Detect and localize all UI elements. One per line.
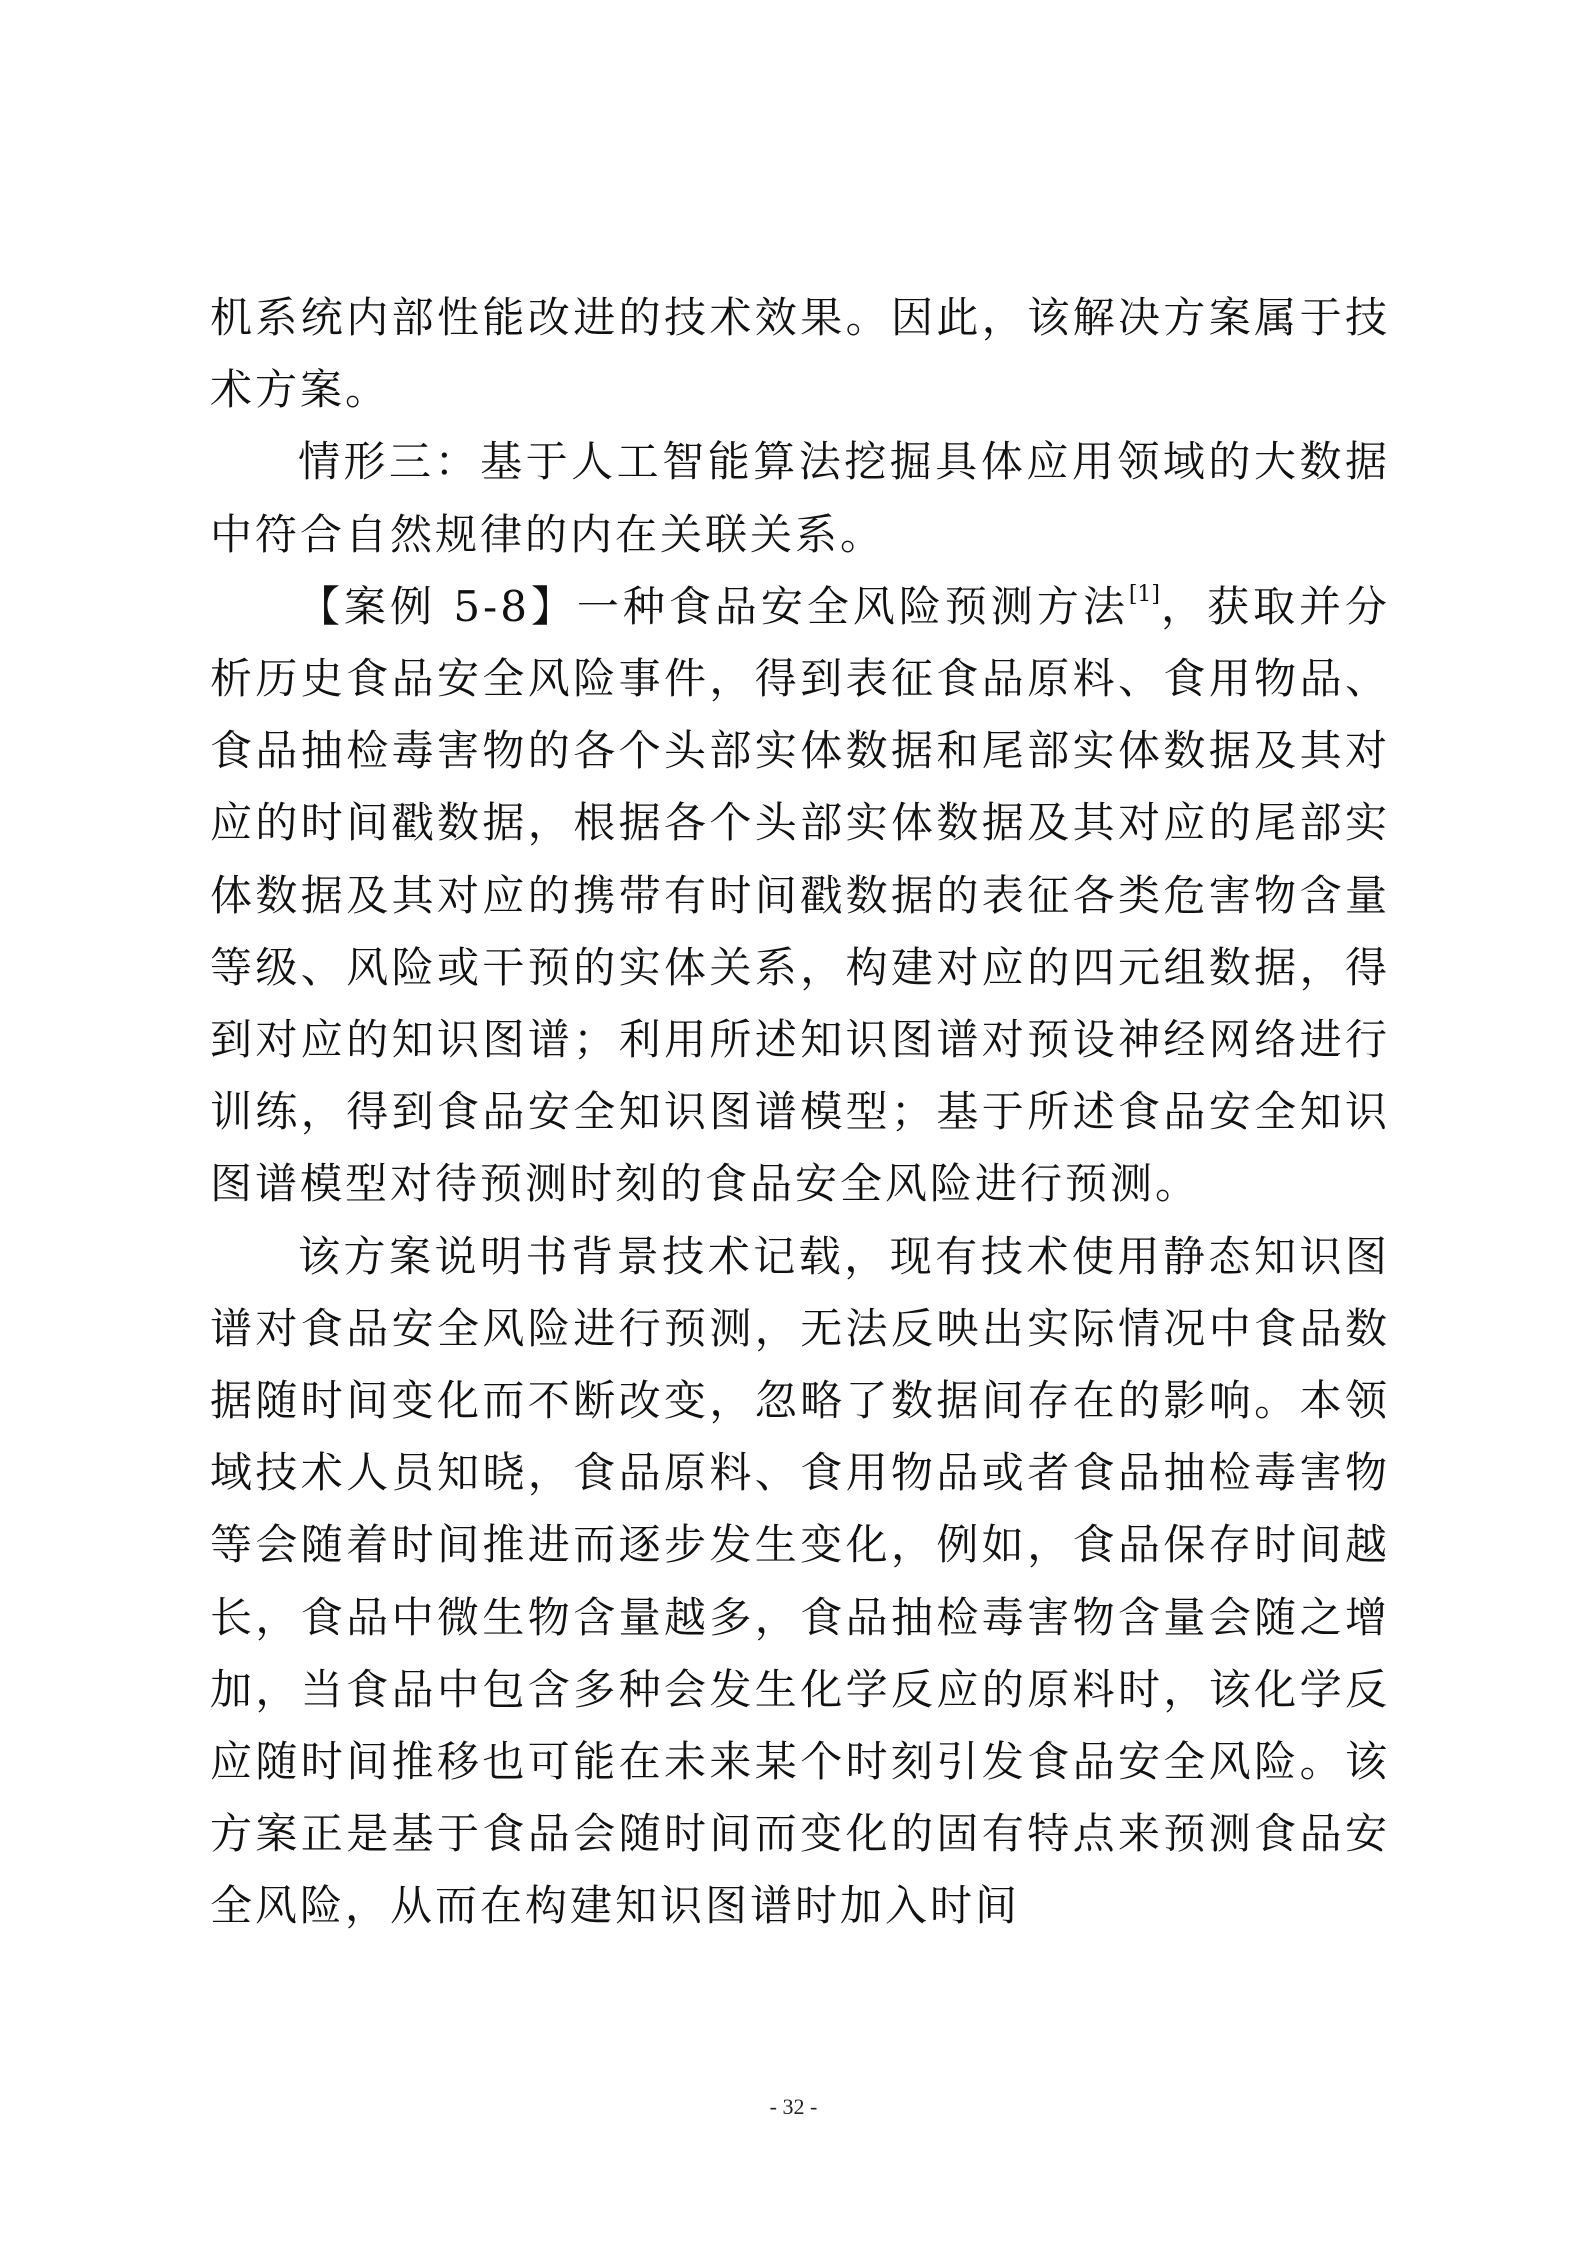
paragraph-case-5-8: [210, 571, 1390, 1221]
page-number: - 32 -: [769, 2094, 818, 2119]
case-body-text: ，获取并分析历史食品安全风险事件，得到表征食品原料、食用物品、食品抽检毒害物的各个头部实体数据和尾部实体数据及其对应的时间戳数据，根据各个头部实体数据及其对应的尾部实体数据及其对应的携带有时间戳数据的表征各类危害物含量等级、风险或干预的实体关系，构建对应的四元组数据，得到对应的知识图谱；利用所述知识图谱对预设神经网络进行训练，得到食品安全知识图谱模型；基于所述食品安全知识图谱模型对待预测时刻的食品安全风险进行预测。: [210, 581, 1390, 1209]
paragraph-continuation: 机系统内部性能改进的技术效果。因此，该解决方案属于技术方案。: [210, 293, 1390, 415]
paragraph-scenario-three: 情形三：基于人工智能算法挖掘具体应用领域的大数据中符合自然规律的内在关联关系。: [210, 437, 1390, 559]
body-text: [210, 282, 1390, 1943]
case-heading-text: 【案例 5-8】一种食品安全风险预测方法: [298, 581, 1129, 631]
reference-marker: [1]: [1128, 581, 1161, 607]
paragraph-analysis: 该方案说明书背景技术记载，现有技术使用静态知识图谱对食品安全风险进行预测，无法反映出实际情况中食品数据随时间变化而不断改变，忽略了数据间存在的影响。本领域技术人员知晓，食品原料、食用物品或者食品抽检毒害物等会随着时间推进而逐步发生变化，例如，食品保存时间越长，食品中微生物含量越多，食品抽检毒害物含量会随之增加，当食品中包含多种会发生化学反应的原料时，该化学反应随时间推移也可能在未来某个时刻引发食品安全风险。该方案正是基于食品会随时间而变化的固有特点来预测食品安全风险，从而在构建知识图谱时加入时间: [210, 1231, 1390, 1931]
